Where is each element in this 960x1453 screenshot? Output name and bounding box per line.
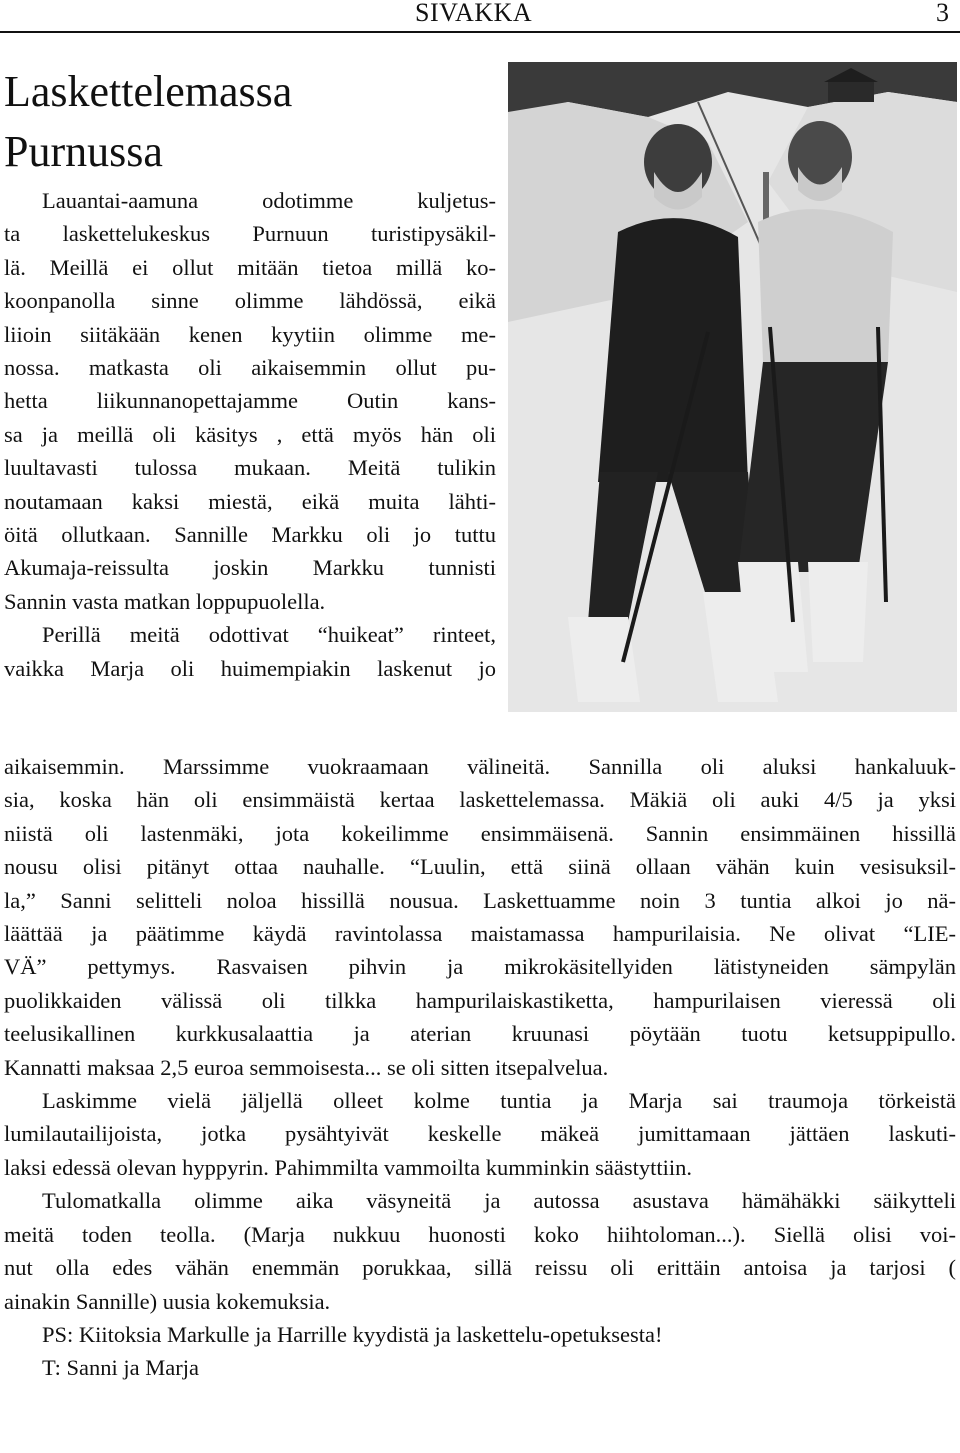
ski-left [568,617,640,702]
helmet-right [788,121,852,193]
light-jacket [758,209,893,362]
text-line: noutamaan kaksi miestä, eikä muita lähti- [4,488,496,514]
text-line: koonpanolla sinne olimme lähdössä, eikä [4,288,496,314]
header-rule [0,31,960,33]
text-line: VÄ” pettymys. Rasvaisen pihvin ja mikrokäsitellyiden lätistyneiden sämpylän [4,954,956,980]
text-line: Akumaja-reissulta joskin Markku tunnisti [4,555,496,581]
publication-name: SIVAKKA [415,0,533,27]
text-line: Kannatti maksaa 2,5 euroa semmoisesta... se oli sitten itsepalvelua. [4,1054,609,1080]
skiers-photo [508,62,957,712]
text-line: laksi edessä olevan hyppyrin. Pahimmilta vammoilta kumminkin säästyttiin. [4,1154,693,1180]
text-line: Perillä meitä odottivat “huikeat” rinteet, [42,622,496,648]
text-line: läättää ja päätimme käydä ravintolassa maistamassa hampurilaisia. Ne olivat “LIE- [4,921,956,947]
text-line: vaikka Marja oli huimempiakin laskenut jo [4,655,496,681]
text-line: Laskimme vielä jäljellä olleet kolme tuntia ja Marja sai traumoja törkeistä [42,1088,956,1114]
page-number: 3 [936,0,949,27]
text-line: puolikkaiden välissä oli tilkka hampurilaiskastiketta, hampurilaisen vieressä oli [4,987,956,1013]
text-line: ta laskettelukeskus Purnuun turistipysäkil- [4,221,496,247]
text-line: ainakin Sannille) uusia kokemuksia. [4,1288,331,1314]
text-line: aikaisemmin. Marssimme vuokraamaan välineitä. Sannilla oli aluksi hankaluuk- [4,754,956,779]
text-line: liioin siitäkään kenen kyytiin olimme me- [4,321,496,347]
text-line: niistä oli lastenmäki, jota kokeilimme ensimmäisenä. Sannin ensimmäinen hissillä [4,820,956,846]
text-line: sa ja meillä oli käsitys , että myös hän oli [4,421,496,447]
text-line: PS: Kiitoksia Markulle ja Harrille kyydistä ja laskettelu-opetuksesta! [42,1321,663,1347]
cabin [828,80,874,102]
article-wide-column [4,750,956,1385]
text-line: lumilautailijoista, jotka pysähtyivät keskelle mäkeä jumittamaan jättäen laskuti- [4,1121,956,1147]
text-line: meitä toden teolla. (Marja nukkuu huonosti koko hiihtoloman...). Siellä olisi voi- [4,1221,956,1247]
text-line: nousu olisi pitänyt ottaa nauhalle. “Luulin, että siinä ollaan vähän kuin vesisuksil- [4,854,956,880]
article-narrow-column [4,184,496,685]
text-line: öitä ollutkaan. Sannille Markku oli jo tuttu [4,522,496,548]
title-line: Purnussa [4,127,163,176]
text-line: sia, koska hän oli ensimmäistä kertaa laskettelemassa. Mäkiä oli auki 4/5 ja yksi [4,787,956,813]
text-line: teelusikallinen kurkkusalaattia ja aterian kruunasi pöytään tuotu ketsuppipullo. [4,1021,956,1047]
text-line: Lauantai-aamuna odotimme kuljetus- [42,188,496,213]
text-line: T: Sanni ja Marja [42,1355,199,1381]
text-line: la,” Sanni selitteli noloa hissillä nousua. Laskettuamme noin 3 tuntia alkoi jo nä- [4,887,956,913]
text-line: Tulomatkalla olimme aika väsyneitä ja autossa asustava hämähäkki säikytteli [42,1188,956,1214]
dark-suit [598,218,748,482]
title-line: Laskettelemassa [4,67,293,116]
text-line: luultavasti tulossa mukaan. Meitä tulikin [4,455,496,481]
text-line: nossa. matkasta oli aikaisemmin ollut pu- [4,355,496,381]
text-line: hetta liikunnanopettajamme Outin kans- [4,388,496,414]
article-title [4,62,474,182]
text-line: lä. Meillä ei ollut mitään tietoa millä ko- [4,254,496,280]
text-line: nut olla edes vähän enemmän porukkaa, sillä reissu oli erittäin antoisa ja tarjosi ( [4,1255,956,1281]
text-line: Sannin vasta matkan loppupuolella. [4,588,326,614]
page-header [0,0,960,34]
